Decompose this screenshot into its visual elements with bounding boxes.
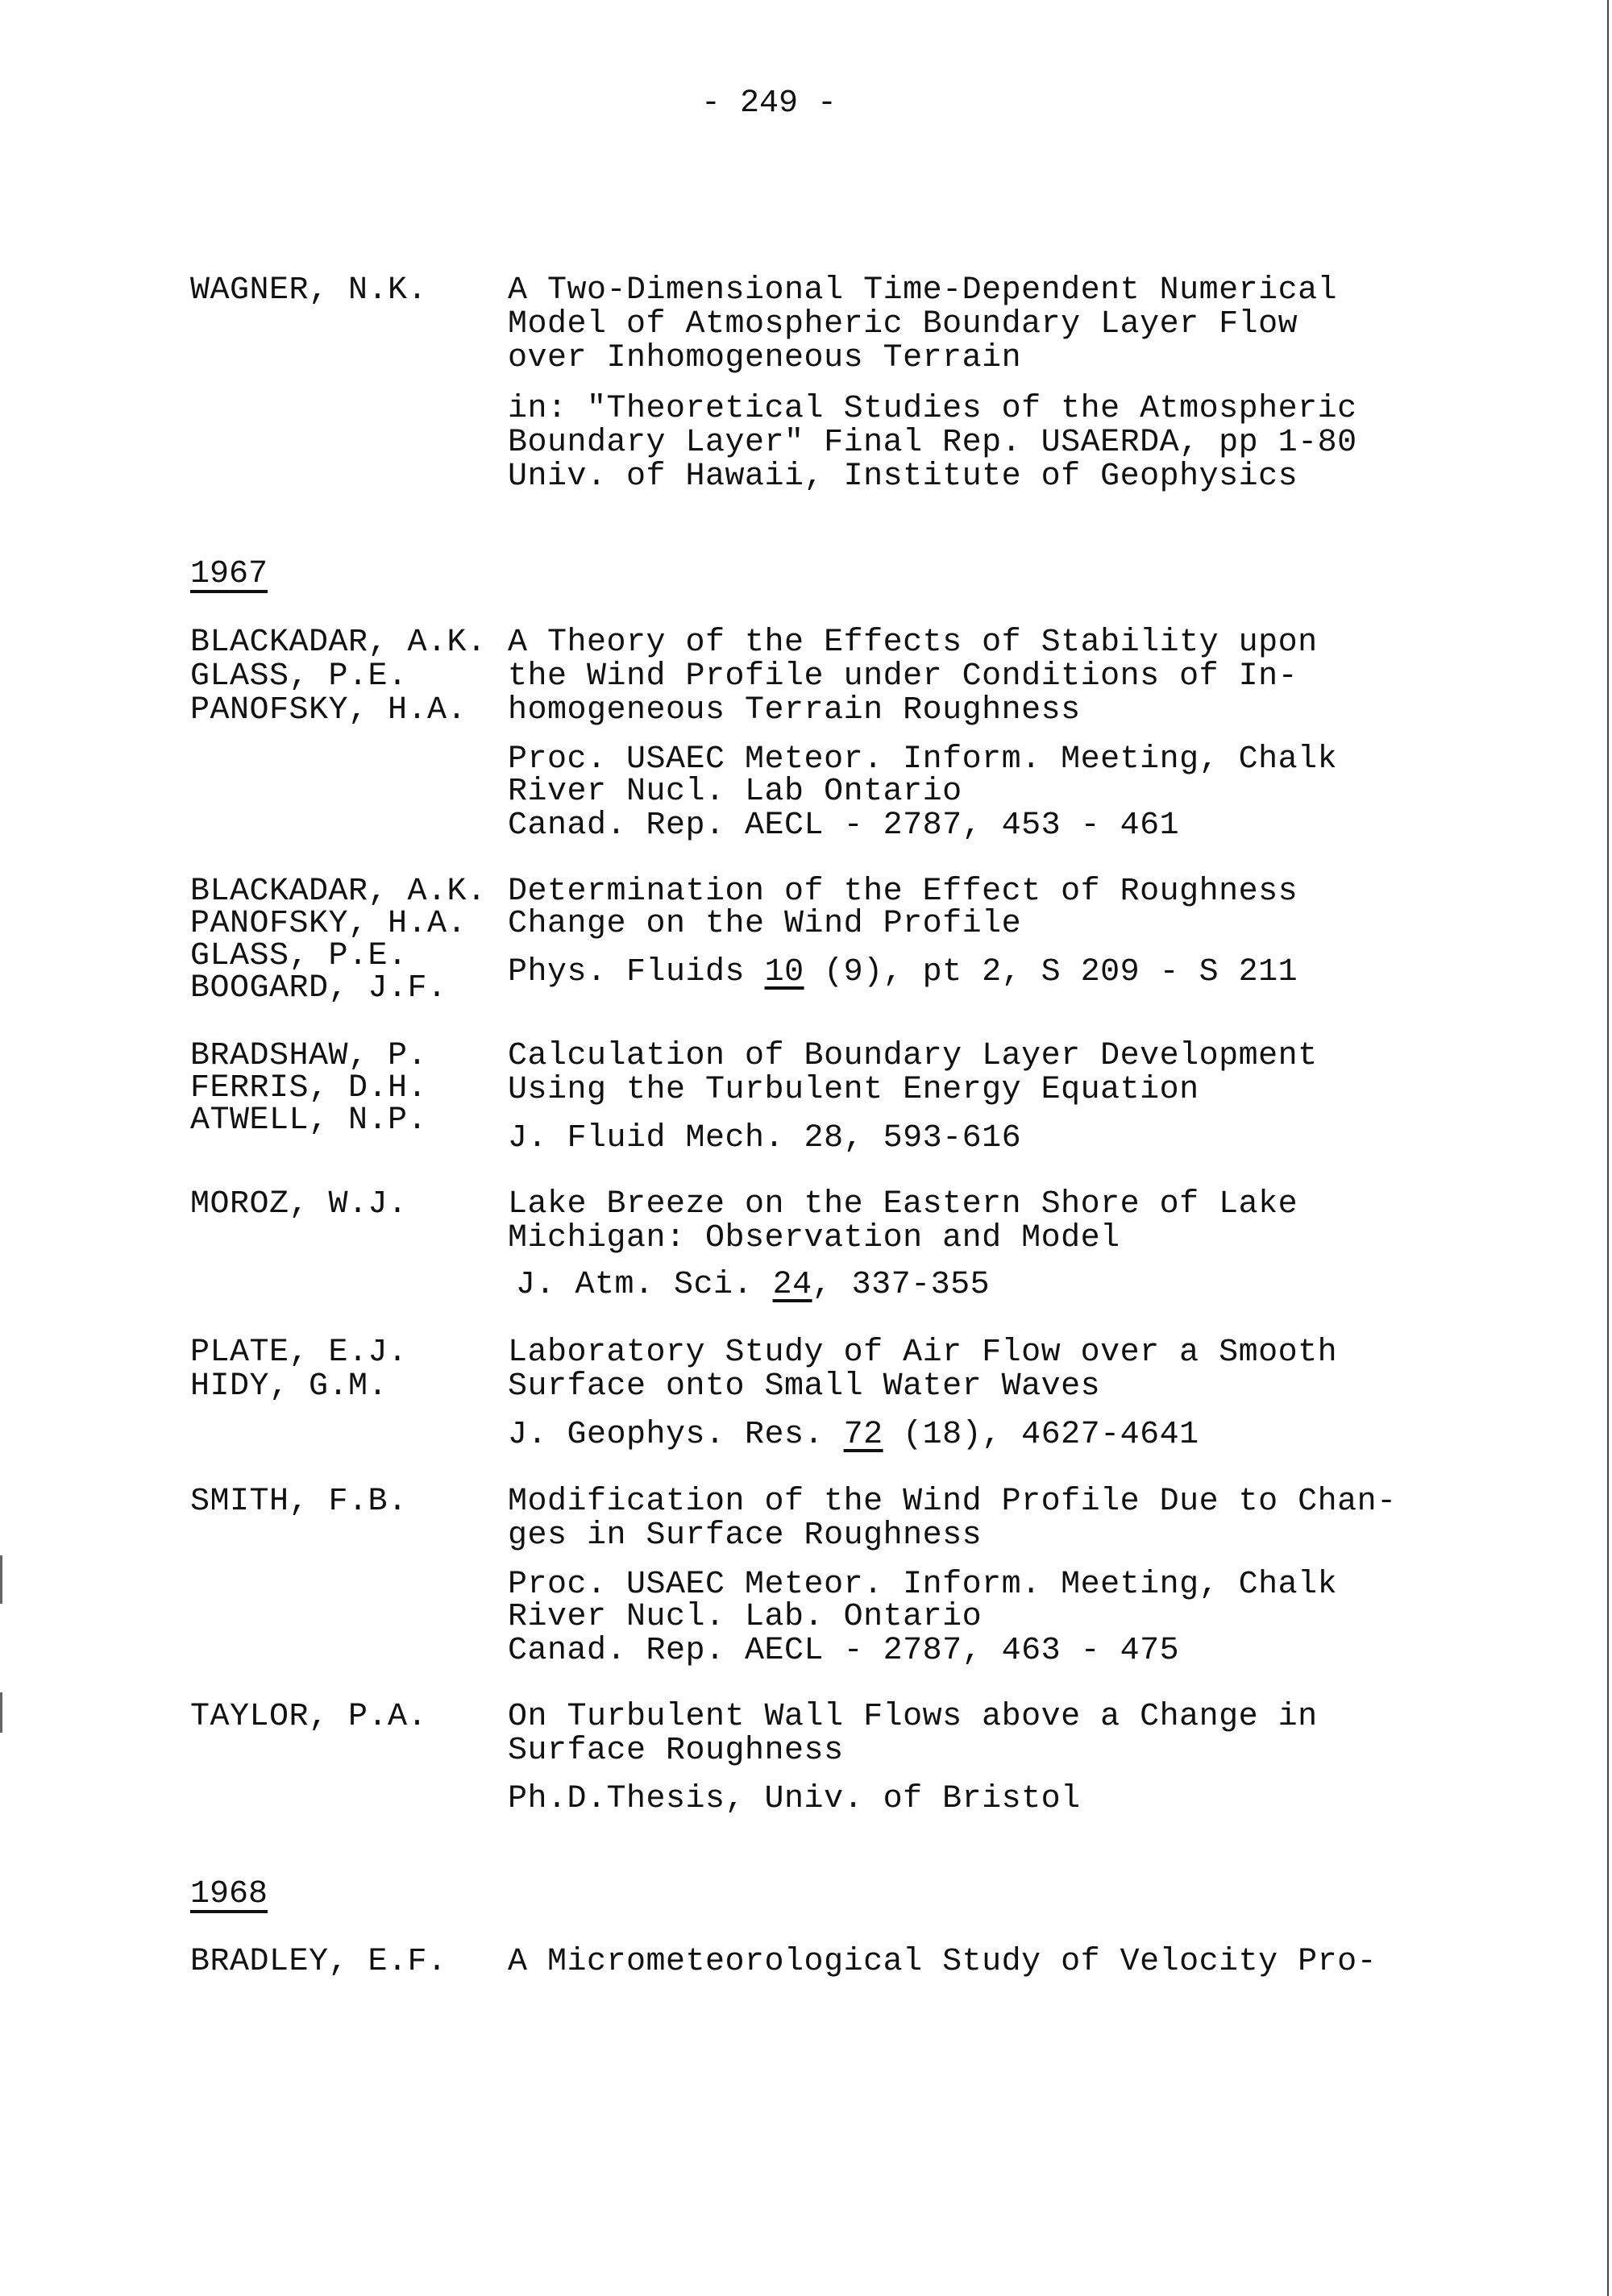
scan-margin-mark — [0, 1692, 2, 1733]
title-line: Surface Roughness — [508, 1733, 844, 1769]
source-line: J. Atm. Sci. 24, 337-355 — [516, 1267, 991, 1303]
title-line: Determination of the Effect of Roughness — [508, 874, 1298, 910]
title-line: Model of Atmospheric Boundary Layer Flow — [508, 306, 1298, 343]
title-line: Using the Turbulent Energy Equation — [508, 1072, 1199, 1108]
title-line: A Two-Dimensional Time-Dependent Numerical — [508, 272, 1338, 309]
source-line: Canad. Rep. AECL - 2787, 453 - 461 — [508, 808, 1180, 844]
title-line: Surface onto Small Water Waves — [508, 1368, 1101, 1405]
source-line: Canad. Rep. AECL - 2787, 463 - 475 — [508, 1633, 1180, 1669]
source-line: J. Geophys. Res. 72 (18), 4627-4641 — [508, 1417, 1199, 1453]
author: BLACKADAR, A.K. — [190, 625, 487, 661]
author: PANOFSKY, H.A. — [190, 692, 467, 729]
volume-number: 24 — [772, 1267, 812, 1303]
title-line: Michigan: Observation and Model — [508, 1220, 1120, 1256]
author: BRADLEY, E.F. — [190, 1944, 447, 1980]
source-line: River Nucl. Lab. Ontario — [508, 1599, 983, 1635]
source-line: Phys. Fluids 10 (9), pt 2, S 209 - S 211 — [508, 954, 1298, 990]
source-line: Boundary Layer" Final Rep. USAERDA, pp 1-80 — [508, 425, 1357, 461]
year-heading-1967: 1967 — [190, 556, 268, 592]
title-line: A Micrometeorological Study of Velocity Pro- — [508, 1944, 1377, 1980]
author: BRADSHAW, P. — [190, 1038, 428, 1074]
source-line: Univ. of Hawaii, Institute of Geophysics — [508, 459, 1298, 495]
volume-number: 10 — [764, 954, 804, 990]
source-line: Ph.D.Thesis, Univ. of Bristol — [508, 1781, 1081, 1817]
source-line: River Nucl. Lab Ontario — [508, 774, 962, 810]
title-line: Laboratory Study of Air Flow over a Smooth — [508, 1335, 1338, 1371]
author: ATWELL, N.P. — [190, 1102, 428, 1139]
year-heading-1968: 1968 — [190, 1876, 268, 1912]
author: GLASS, P.E. — [190, 658, 408, 695]
page-number: - 249 - — [701, 85, 837, 122]
author: TAYLOR, P.A. — [190, 1699, 428, 1735]
title-line: Lake Breeze on the Eastern Shore of Lake — [508, 1186, 1298, 1223]
title-line: A Theory of the Effects of Stability upon — [508, 625, 1318, 661]
source-line: in: "Theoretical Studies of the Atmospheric — [508, 391, 1357, 427]
title-line: Change on the Wind Profile — [508, 906, 1022, 942]
author: GLASS, P.E. — [190, 938, 408, 974]
title-line: the Wind Profile under Conditions of In- — [508, 658, 1298, 695]
title-line: Modification of the Wind Profile Due to Chan- — [508, 1484, 1397, 1520]
author: MOROZ, W.J. — [190, 1186, 408, 1223]
author: BOOGARD, J.F. — [190, 970, 447, 1007]
author: HIDY, G.M. — [190, 1368, 388, 1405]
title-line: homogeneous Terrain Roughness — [508, 692, 1081, 729]
author: BLACKADAR, A.K. — [190, 874, 487, 910]
title-line: On Turbulent Wall Flows above a Change in — [508, 1699, 1318, 1735]
title-line: Calculation of Boundary Layer Development — [508, 1038, 1318, 1074]
page-edge-line — [1607, 0, 1609, 2296]
volume-number: 72 — [843, 1417, 883, 1453]
source-line: J. Fluid Mech. 28, 593-616 — [508, 1120, 1022, 1156]
author: WAGNER, N.K. — [190, 272, 428, 309]
author: FERRIS, D.H. — [190, 1070, 428, 1106]
author: SMITH, F.B. — [190, 1484, 408, 1520]
author: PLATE, E.J. — [190, 1335, 408, 1371]
source-line: Proc. USAEC Meteor. Inform. Meeting, Chalk — [508, 741, 1338, 778]
author: PANOFSKY, H.A. — [190, 906, 467, 942]
source-line: Proc. USAEC Meteor. Inform. Meeting, Chalk — [508, 1567, 1338, 1603]
title-line: ges in Surface Roughness — [508, 1518, 983, 1554]
scan-margin-mark — [0, 1555, 2, 1604]
title-line: over Inhomogeneous Terrain — [508, 340, 1022, 376]
